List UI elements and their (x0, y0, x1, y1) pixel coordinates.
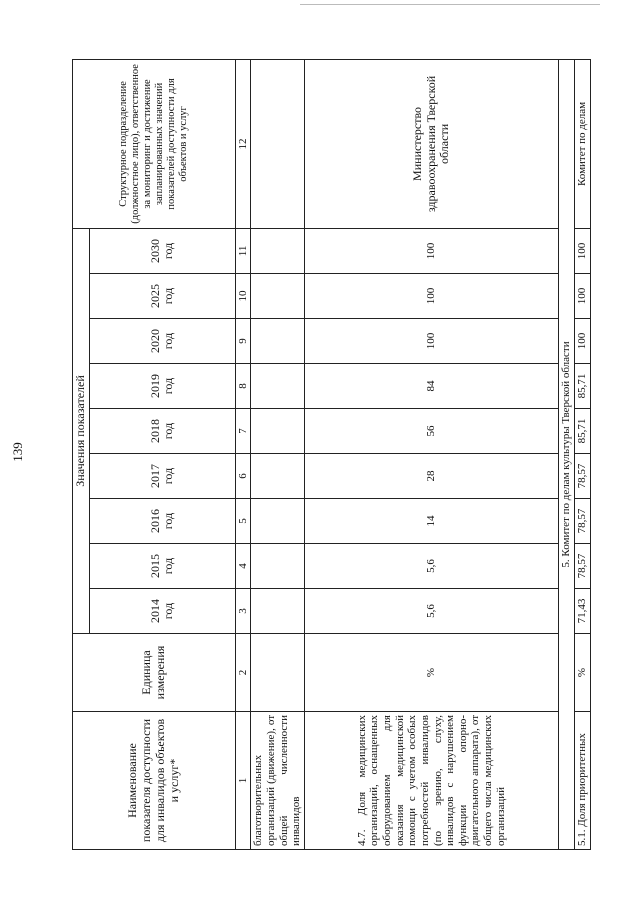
row-5-1-value-2016: 78,57 (574, 499, 590, 544)
header-year-2019: 2019 год (89, 364, 235, 409)
row-5-1-value-2019: 85,71 (574, 364, 590, 409)
row-5-1-value-2015: 78,57 (574, 544, 590, 589)
col-number: 10 (235, 274, 251, 319)
row-4-7-value-2017: 28 (305, 454, 559, 499)
header-year-2020: 2020 год (89, 319, 235, 364)
row-5-1-value-2025: 100 (574, 274, 590, 319)
row-5-1-value-2014: 71,43 (574, 589, 590, 634)
row-5-1-responsible: Комитет по делам (574, 59, 590, 228)
header-year-2014: 2014 год (89, 589, 235, 634)
rotated-table-container (72, 60, 588, 850)
row-4-7-responsible: Министерство здравоохранения Тверской области (305, 59, 559, 228)
col-number: 1 (235, 712, 251, 850)
col-number: 5 (235, 499, 251, 544)
column-numbers-row (235, 59, 251, 849)
col-number: 12 (235, 59, 251, 228)
col-number: 4 (235, 544, 251, 589)
table-row (251, 59, 305, 849)
row-5-1-value-2030: 100 (574, 228, 590, 273)
header-year-2030: 2030 год (89, 228, 235, 273)
accessibility-indicators-table (72, 59, 591, 850)
row-4-7-value-2020: 100 (305, 319, 559, 364)
row-prev-name: благотворительных организаций (движение), от общей численности инвалидов (251, 712, 305, 850)
header-year-2016: 2016 год (89, 499, 235, 544)
header-year-2015: 2015 год (89, 544, 235, 589)
header-year-2017: 2017 год (89, 454, 235, 499)
row-4-7-value-2018: 56 (305, 409, 559, 454)
section-5-title: 5. Комитет по делам культуры Тверской области (559, 59, 575, 849)
scan-edge (300, 4, 600, 5)
row-5-1-unit: % (574, 634, 590, 712)
page-number: 139 (10, 442, 25, 462)
col-number: 3 (235, 589, 251, 634)
col-number: 11 (235, 228, 251, 273)
header-values-group: Значения показателей (73, 228, 90, 633)
row-4-7-value-2025: 100 (305, 274, 559, 319)
col-number: 7 (235, 409, 251, 454)
table-row-5-1 (574, 59, 590, 849)
header-year-2025: 2025 год (89, 274, 235, 319)
header-unit: Единица измерения (73, 634, 236, 712)
col-number: 6 (235, 454, 251, 499)
header-responsible: Структурное подразделение (должностное лицо), ответственное за мониторинг и достижение запланированных значений показателей доступности для объектов и услуг (73, 59, 236, 228)
header-year-2018: 2018 год (89, 409, 235, 454)
table-row-4-7 (305, 59, 559, 849)
row-4-7-unit: % (305, 634, 559, 712)
row-5-1-name: 5.1. Доля приоритетных (574, 712, 590, 850)
row-4-7-value-2014: 5,6 (305, 589, 559, 634)
header-name: Наименование показателя доступности для инвалидов объектов и услуг* (73, 712, 236, 850)
row-5-1-value-2018: 85,71 (574, 409, 590, 454)
row-4-7-value-2019: 84 (305, 364, 559, 409)
col-number: 8 (235, 364, 251, 409)
row-4-7-value-2015: 5,6 (305, 544, 559, 589)
col-number: 9 (235, 319, 251, 364)
col-number: 2 (235, 634, 251, 712)
row-4-7-name: 4.7. Доля медицинских организаций, оснащенных оборудованием для оказания медицинской помощи с учетом особых потребностей инвалидов (по зрению, слуху, инвалидов с нарушением функции опорно-двигательного аппарата), от общего числа медицинских организаций (305, 712, 559, 850)
row-4-7-value-2016: 14 (305, 499, 559, 544)
row-5-1-value-2017: 78,57 (574, 454, 590, 499)
row-4-7-value-2030: 100 (305, 228, 559, 273)
row-5-1-value-2020: 100 (574, 319, 590, 364)
